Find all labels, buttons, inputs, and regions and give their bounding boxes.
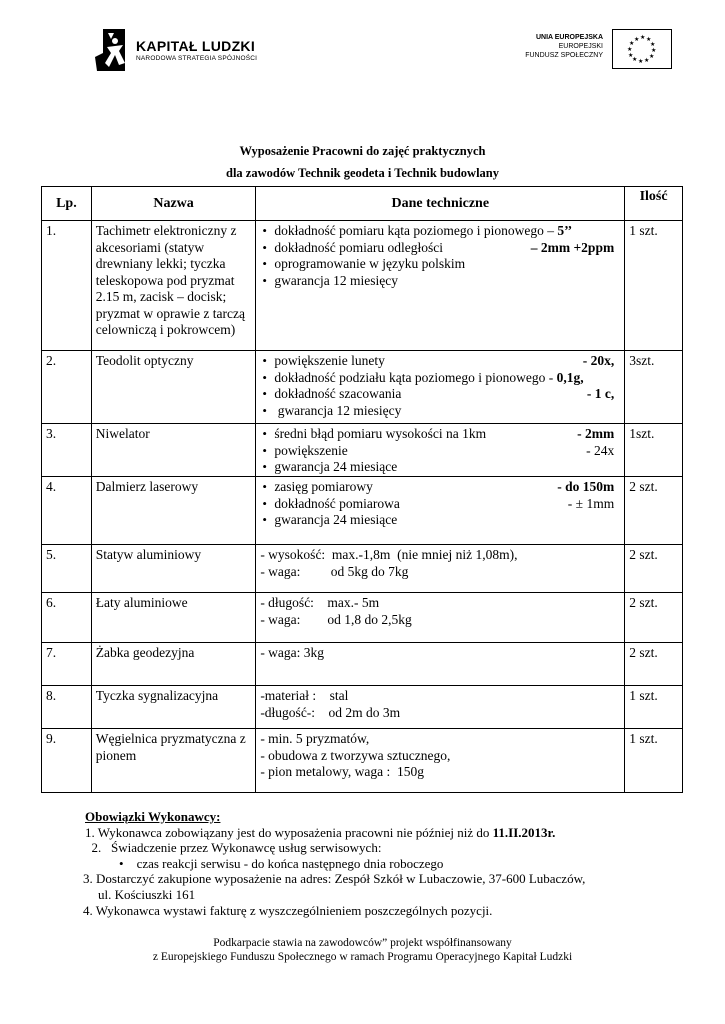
tech-value-right: - 24x <box>586 442 615 458</box>
row-tech <box>256 593 625 643</box>
row-tech <box>256 686 625 729</box>
row-tech <box>256 221 625 351</box>
svg-text:★: ★ <box>640 34 646 41</box>
row-lp: 8. <box>42 686 92 729</box>
row-qty: 2 szt. <box>625 643 683 686</box>
tech-line: - pion metalowy, waga : 150g <box>260 764 425 779</box>
col-header-qty: Ilość <box>625 187 683 221</box>
row-qty: 2 szt. <box>625 545 683 593</box>
svg-text:★: ★ <box>629 40 635 47</box>
row-qty: 1 szt. <box>625 221 683 351</box>
table-row <box>42 593 683 643</box>
tech-bullet-item <box>260 426 620 443</box>
tech-bullet-text <box>274 353 582 370</box>
tech-label: średni błąd pomiaru wysokości na 1km <box>274 426 487 441</box>
row-qty: 1 szt. <box>625 686 683 729</box>
obligation-2: 2. Świadczenie przez Wykonawcę usług serwisowych: <box>85 840 382 856</box>
doc-title-line-2: dla zawodów Technik geodeta i Technik budowlany <box>226 166 499 180</box>
row-name: Węgielnica pryzmatyczna z pionem <box>91 729 256 793</box>
table-row <box>42 477 683 545</box>
tech-line: - długość: max.- 5m <box>260 595 380 610</box>
svg-text:★: ★ <box>638 58 644 65</box>
row-name: Teodolit optyczny <box>91 351 256 424</box>
tech-bullet-text <box>274 479 557 496</box>
row-name: Tachimetr elektroniczny z akcesoriami (statyw drewniany lekki; tyczka teleskopowa pod pryzmat 2.15 m, zacisk – docisk; pryzmat w oprawie z tarczą celowniczą i pokrowcem) <box>91 221 256 351</box>
tech-label: oprogramowanie w języku polskim <box>274 256 466 271</box>
svg-text:★: ★ <box>634 36 640 43</box>
tech-label: dokładność pomiarowa <box>274 495 400 511</box>
tech-bullet-item <box>260 353 620 370</box>
tech-value-right: - 2mm <box>577 426 615 441</box>
tech-value-right <box>614 512 620 529</box>
tech-line: - waga: od 1,8 do 2,5kg <box>260 611 412 627</box>
row-lp: 5. <box>42 545 92 593</box>
equipment-table <box>41 186 683 793</box>
tech-label: powiększenie <box>274 442 348 458</box>
row-tech <box>256 643 625 686</box>
row-name: Dalmierz laserowy <box>91 477 256 545</box>
svg-text:★: ★ <box>627 46 633 53</box>
footer-line-1: Podkarpacie stawia na zawodowców” projekt współfinansowany <box>213 937 512 949</box>
tech-line: - waga: 3kg <box>260 645 325 660</box>
tech-bullet-text <box>274 370 614 387</box>
tech-line: -długość-: od 2m do 3m <box>260 704 401 720</box>
tech-line: - min. 5 pryzmatów, <box>260 731 370 746</box>
col-header-lp: Lp. <box>42 187 92 221</box>
row-tech <box>256 424 625 477</box>
row-lp: 6. <box>42 593 92 643</box>
row-lp: 3. <box>42 424 92 477</box>
tech-label: gwarancja 24 miesiące <box>274 459 398 474</box>
tech-bullet-item <box>260 240 620 257</box>
row-lp: 1. <box>42 221 92 351</box>
tech-value-right: – 2mm +2ppm <box>530 239 615 255</box>
doc-title-line-1: Wyposażenie Pracowni do zajęć praktycznych <box>239 144 486 158</box>
tech-bullet-text <box>274 240 530 257</box>
row-qty: 2 szt. <box>625 593 683 643</box>
tech-bullet-text <box>274 256 614 273</box>
tech-bullet-item <box>260 223 620 240</box>
row-name: Statyw aluminiowy <box>91 545 256 593</box>
row-tech <box>256 729 625 793</box>
footer-line-2: z Europejskiego Funduszu Społecznego w ramach Programu Operacyjnego Kapitał Ludzki <box>152 951 573 963</box>
tech-bullet-item <box>260 479 620 496</box>
tech-bullet-item <box>260 256 620 273</box>
svg-text:★: ★ <box>646 36 652 43</box>
row-qty: 2 szt. <box>625 477 683 545</box>
page-header <box>0 0 725 90</box>
tech-line: - waga: od 5kg do 7kg <box>260 563 409 579</box>
svg-text:★: ★ <box>628 52 634 59</box>
kapital-ludzki-title: KAPITAŁ LUDZKI <box>136 38 256 54</box>
tech-bullet-text <box>274 443 586 460</box>
tech-label: dokładność pomiaru odległości <box>274 239 444 255</box>
table-row <box>42 545 683 593</box>
tech-bullet-list <box>260 426 620 476</box>
tech-bullet-item <box>260 496 620 513</box>
obligation-3-address: ul. Kościuszki 161 <box>85 886 196 902</box>
row-lp: 9. <box>42 729 92 793</box>
bullet-icon: • <box>119 855 124 871</box>
tech-bullet-text <box>274 273 614 290</box>
tech-value-right <box>614 256 620 273</box>
tech-value-right <box>614 223 620 240</box>
tech-bullet-item <box>260 512 620 529</box>
tech-bullet-text <box>274 496 567 513</box>
tech-bullet-text <box>274 223 614 240</box>
svg-text:★: ★ <box>649 53 655 60</box>
col-header-tech: Dane techniczne <box>256 187 625 221</box>
row-name: Łaty aluminiowe <box>91 593 256 643</box>
tech-value-right <box>614 403 620 420</box>
row-lp: 2. <box>42 351 92 424</box>
obligation-2-bullet-text: czas reakcji serwisu - do końca następnego dnia roboczego <box>136 855 444 871</box>
tech-bullet-list <box>260 223 620 289</box>
tech-line: - wysokość: max.-1,8m (nie mniej niż 1,08m), <box>260 547 518 562</box>
tech-label: dokładność pomiaru kąta poziomego i pionowego – <box>274 223 558 238</box>
svg-text:★: ★ <box>632 56 638 63</box>
table-row <box>42 351 683 424</box>
tech-bullet-item <box>260 273 620 290</box>
tech-value-right <box>614 459 620 476</box>
ue-line-2: EUROPEJSKI <box>558 43 603 50</box>
row-tech <box>256 351 625 424</box>
tech-value-right: - ± 1mm <box>567 495 615 511</box>
row-qty: 3szt. <box>625 351 683 424</box>
obligation-3: 3. Dostarczyć zakupione wyposażenie na adres: Zespół Szkół w Lubaczowie, 37-600 Lubaczów, <box>83 871 586 887</box>
ue-text-block <box>525 33 603 60</box>
table-row <box>42 686 683 729</box>
tech-bullet-text <box>274 459 614 476</box>
ue-line-1: UNIA EUROPEJSKA <box>535 34 603 41</box>
tech-bullet-item <box>260 386 620 403</box>
row-lp: 7. <box>42 643 92 686</box>
tech-label: dokładność podziału kąta poziomego i pionowego - <box>274 369 557 385</box>
table-row <box>42 221 683 351</box>
ue-line-3: FUNDUSZ SPOŁECZNY <box>525 52 603 59</box>
tech-label: zasięg pomiarowy <box>274 479 373 494</box>
kapital-ludzki-logo-icon <box>95 27 135 73</box>
table-row <box>42 643 683 686</box>
tech-value: 5’’ <box>557 223 573 238</box>
obligation-1 <box>85 825 585 841</box>
row-tech <box>256 477 625 545</box>
eu-flag-icon <box>612 29 672 69</box>
row-name: Niwelator <box>91 424 256 477</box>
tech-bullet-list <box>260 353 620 419</box>
tech-value-right <box>614 370 620 387</box>
tech-value: 0,1g, <box>556 369 584 385</box>
row-name: Tyczka sygnalizacyjna <box>91 686 256 729</box>
row-qty: 1 szt. <box>625 729 683 793</box>
obligation-1-text: 1. Wykonawca zobowiązany jest do wyposażenia pracowni nie później niż do <box>85 824 493 840</box>
tech-bullet-text <box>274 512 614 529</box>
tech-value-right <box>614 273 620 290</box>
obligation-4: 4. Wykonawca wystawi fakturę z wyszczególnieniem poszczególnych pozycji. <box>83 902 493 918</box>
obligation-2-bullet <box>85 856 585 872</box>
table-row <box>42 729 683 793</box>
tech-bullet-item <box>260 370 620 387</box>
tech-bullet-list <box>260 479 620 529</box>
row-name: Żabka geodezyjna <box>91 643 256 686</box>
tech-label: dokładność szacowania <box>274 386 402 401</box>
tech-label: gwarancja 24 miesiące <box>274 512 398 527</box>
tech-line: - obudowa z tworzywa sztucznego, <box>260 747 451 763</box>
tech-label: gwarancja 12 miesięcy <box>274 402 402 418</box>
page-footer <box>0 936 725 964</box>
obligations-heading: Obowiązki Wykonawcy: <box>85 809 221 824</box>
tech-bullet-text <box>274 426 577 443</box>
obligation-1-date: 11.II.2013r. <box>492 824 556 840</box>
kapital-ludzki-subtitle: NARODOWA STRATEGIA SPÓJNOŚCI <box>136 55 258 62</box>
row-lp: 4. <box>42 477 92 545</box>
tech-label: gwarancja 12 miesięcy <box>274 272 399 288</box>
svg-text:★: ★ <box>651 47 657 54</box>
tech-value-right: - 1 c, <box>586 386 615 401</box>
col-header-name: Nazwa <box>91 187 256 221</box>
obligations-section <box>85 809 585 918</box>
tech-label: powiększenie lunety <box>274 353 385 368</box>
tech-bullet-item <box>260 459 620 476</box>
svg-text:★: ★ <box>644 57 650 64</box>
table-row <box>42 424 683 477</box>
tech-bullet-item <box>260 403 620 420</box>
table-header-row <box>42 187 683 221</box>
tech-value-right: - 20x, <box>582 353 615 368</box>
svg-text:★: ★ <box>650 41 656 48</box>
row-qty: 1szt. <box>625 424 683 477</box>
tech-value-right: - do 150m <box>557 479 615 494</box>
tech-bullet-item <box>260 443 620 460</box>
tech-bullet-text <box>274 386 587 403</box>
row-tech <box>256 545 625 593</box>
tech-bullet-text <box>274 403 614 420</box>
tech-line: -materiał : stal <box>260 688 349 703</box>
